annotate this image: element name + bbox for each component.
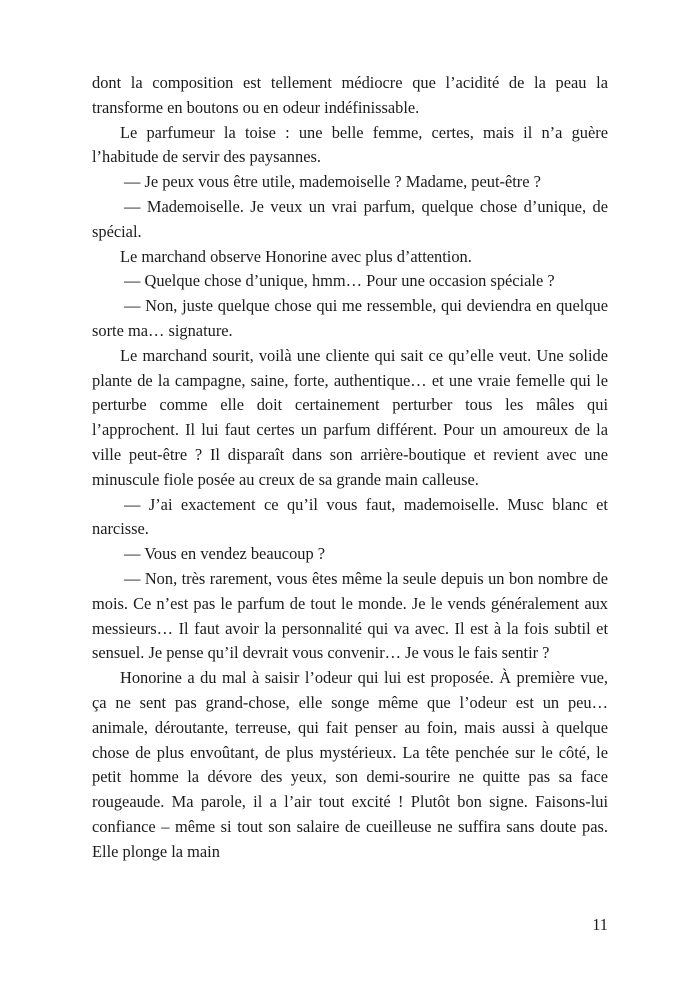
paragraph: Le marchand sourit, voilà une cliente qui sait ce qu’elle veut. Une solide plante de la campagne, saine, forte, authentique… et une vraie femelle qui le perturbe comme elle doit certainement perturber tous les mâles qui l’approchent. Il lui faut certes un parfum différent. Pour un amoureux de la ville peut-être ? Il disparaît dans son arrière-boutique et revient avec une minuscule fiole posée au creux de sa grande main calleuse. <box>92 345 608 489</box>
paragraph-dialogue: — Je peux vous être utile, mademoiselle ? Madame, peut-être ? <box>124 172 541 192</box>
page-number: 11 <box>592 915 608 934</box>
page-text <box>92 71 608 865</box>
paragraph-dialogue: — Non, juste quelque chose qui me ressemble, qui deviendra en quelque sorte ma… signature. <box>92 296 608 340</box>
paragraph-dialogue: — Mademoiselle. Je veux un vrai parfum, quelque chose d’unique, de spécial. <box>92 196 608 241</box>
paragraph: Le parfumeur la toise : une belle femme, certes, mais il n’a guère l’habitude de servir des paysannes. <box>92 122 608 167</box>
paragraph-dialogue: — Non, très rarement, vous êtes même la seule depuis un bon nombre de mois. Ce n’est pas le parfum de tout le monde. Je le vends généralement aux messieurs… Il faut avoir la personnalité qui va avec. Il est à la fois subtil et sensuel. Je pense qu’il devrait vous convenir… Je vous le fais sentir ? <box>92 568 608 663</box>
paragraph: Honorine a du mal à saisir l’odeur qui lui est proposée. À première vue, ça ne sent pas grand-chose, elle songe même que l’odeur est un peu… animale, déroutante, terreuse, qui fait penser au foin, mais aussi à quelque chose de plus envoûtant, de plus mystérieux. La tête penchée sur le côté, le petit homme la dévore des yeux, son demi-sourire ne quitte pas sa face rougeaude. Ma parole, il a l’air tout excité ! Plutôt bon signe. Faisons-lui confiance – même si tout son salaire de cueilleuse ne suffira sans doute pas. Elle plonge la main <box>92 668 608 861</box>
paragraph: dont la composition est tellement médiocre que l’acidité de la peau la transforme en boutons ou en odeur indéfinissable. <box>92 73 608 117</box>
paragraph-dialogue: — J’ai exactement ce qu’il vous faut, mademoiselle. Musc blanc et narcisse. <box>92 494 608 539</box>
paragraph-dialogue: — Quelque chose d’unique, hmm… Pour une occasion spéciale ? <box>124 271 555 291</box>
paragraph-dialogue: — Vous en vendez beaucoup ? <box>124 544 326 564</box>
paragraph: Le marchand observe Honorine avec plus d’attention. <box>120 246 472 266</box>
